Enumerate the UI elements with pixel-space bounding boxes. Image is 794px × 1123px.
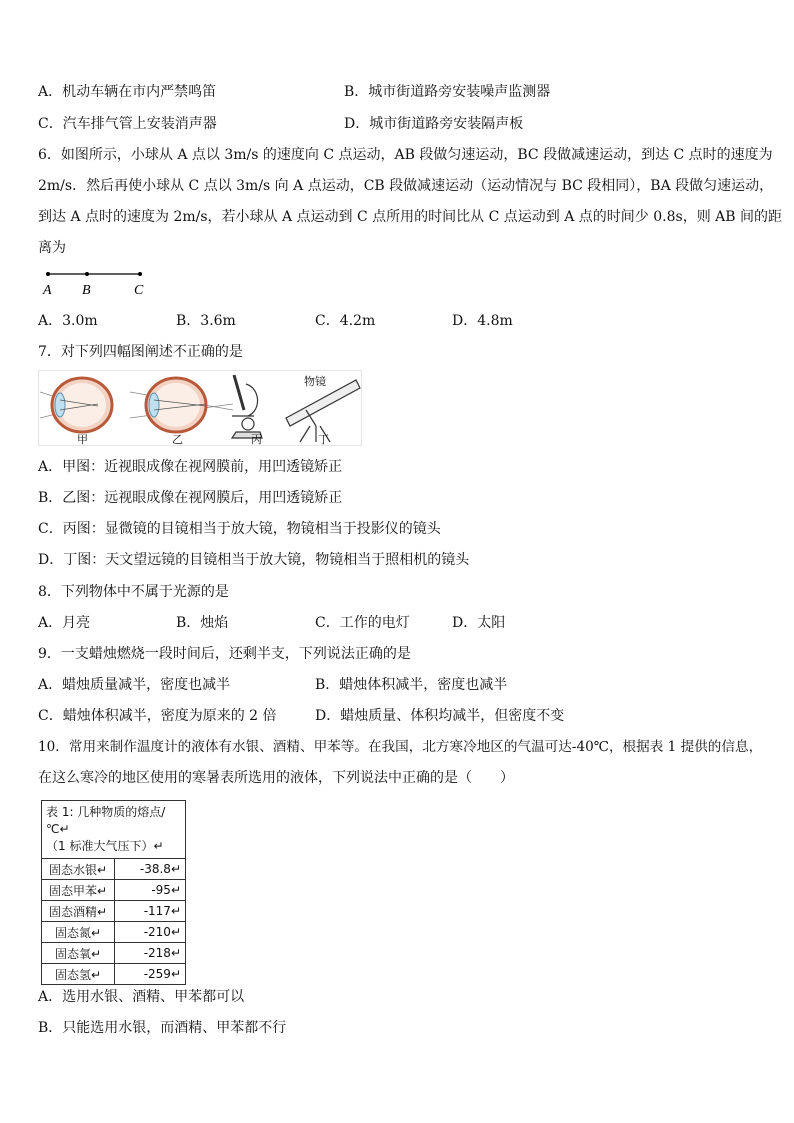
- q5-option-b: B．城市街道路旁安装噪声监测器: [344, 84, 551, 100]
- label-c: C: [134, 283, 144, 298]
- table-row: [42, 859, 186, 880]
- eye-nearsighted-icon: [40, 378, 112, 432]
- q7-option-d: D．丁图：天文望远镜的目镜相当于放大镜，物镜相当于照相机的镜头: [38, 552, 470, 568]
- q10-option-a: A．选用水银、酒精、甲苯都可以: [38, 989, 245, 1005]
- table-row: [42, 901, 186, 922]
- q8-option-b: B．烛焰: [176, 615, 229, 631]
- melting-point-value: -259↵: [115, 964, 186, 985]
- table-caption-line1: 表 1: 几种物质的熔点/℃↵: [46, 805, 166, 836]
- q9-option-c: C．蜡烛体积减半，密度为原来的 2 倍: [38, 708, 277, 724]
- melting-point-value: -38.8↵: [115, 859, 186, 880]
- q10-stem-line1: 10．常用来制作温度计的液体有水银、酒精、甲苯等。在我国，北方寒冷地区的气温可达-40℃，根据表 1 提供的信息，: [38, 739, 763, 755]
- table-row: [42, 964, 186, 985]
- q8-stem: 8．下列物体中不属于光源的是: [38, 584, 229, 600]
- q10-option-b: B．只能选用水银，而酒精、甲苯都不行: [38, 1020, 287, 1036]
- melting-point-value: -95↵: [115, 880, 186, 901]
- q7-option-a: A．甲图：近视眼成像在视网膜前，用凹透镜矫正: [38, 459, 343, 475]
- table-caption-line2: （1 标准大气压下）↵: [46, 839, 164, 853]
- q5-option-a: A．机动车辆在市内严禁鸣笛: [38, 84, 217, 100]
- label-b: B: [82, 283, 91, 298]
- q6-stem-line4: 离为: [38, 240, 66, 256]
- substance-name: 固态水银↵: [42, 859, 115, 880]
- label-yi: 乙: [172, 433, 183, 446]
- label-bing: 丙: [251, 433, 262, 446]
- point-a-dot: [46, 272, 50, 276]
- label-ding: 丁: [318, 433, 329, 446]
- q6-option-b: B．3.6m: [176, 313, 236, 329]
- table-row: [42, 922, 186, 943]
- q5-option-c: C．汽车排气管上安装消声器: [38, 116, 217, 132]
- q6-abc-line-figure: [40, 266, 160, 302]
- substance-name: 固态酒精↵: [42, 901, 115, 922]
- q6-option-d: D．4.8m: [452, 313, 513, 329]
- q7-option-b: B．乙图：远视眼成像在视网膜后，用凹透镜矫正: [38, 490, 343, 506]
- q6-stem-line1: 6．如图所示，小球从 A 点以 3m/s 的速度向 C 点运动，AB 段做匀速运动，BC 段做减速运动，到达 C 点时的速度为: [38, 147, 773, 163]
- table-caption: [42, 801, 186, 859]
- melting-point-value: -210↵: [115, 922, 186, 943]
- melting-point-value: -218↵: [115, 943, 186, 964]
- q10-stem-line2: 在这么寒冷的地区使用的寒暑表所选用的液体，下列说法中正确的是（ ）: [38, 770, 514, 786]
- q7-four-figures: [38, 370, 362, 446]
- q9-option-a: A．蜡烛质量减半，密度也减半: [38, 677, 231, 693]
- substance-name: 固态甲苯↵: [42, 880, 115, 901]
- point-c-dot: [138, 272, 142, 276]
- q9-option-d: D．蜡烛质量、体积均减半，但密度不变: [315, 708, 565, 724]
- label-objective: 物镜: [304, 375, 326, 388]
- q6-stem-line3: 到达 A 点时的速度为 2m/s，若小球从 A 点运动到 C 点所用的时间比从 C 点运动到 A 点的时间少 0.8s，则 AB 间的距: [38, 209, 782, 225]
- microscope-icon: [232, 375, 262, 438]
- substance-name: 固态氮↵: [42, 922, 115, 943]
- label-a: A: [43, 283, 52, 298]
- q7-stem: 7．对下列四幅图阐述不正确的是: [38, 344, 243, 360]
- q5-option-d: D．城市街道路旁安装隔声板: [344, 116, 524, 132]
- eye-farsighted-icon: [130, 378, 233, 432]
- q6-stem-line2: 2m/s．然后再使小球从 C 点以 3m/s 向 A 点运动，CB 段做减速运动（运动情况与 BC 段相同），BA 段做匀速运动，: [38, 178, 774, 194]
- point-b-dot: [85, 272, 89, 276]
- q8-option-a: A．月亮: [38, 615, 91, 631]
- q8-option-c: C．工作的电灯: [315, 615, 410, 631]
- table-row: [42, 880, 186, 901]
- melting-point-table: [41, 800, 186, 985]
- q6-option-a: A．3.0m: [38, 313, 98, 329]
- q7-option-c: C．丙图：显微镜的目镜相当于放大镜，物镜相当于投影仪的镜头: [38, 521, 441, 537]
- label-jia: 甲: [77, 433, 88, 446]
- q6-option-c: C．4.2m: [315, 313, 376, 329]
- melting-point-value: -117↵: [115, 901, 186, 922]
- substance-name: 固态氧↵: [42, 943, 115, 964]
- substance-name: 固态氢↵: [42, 964, 115, 985]
- q9-stem: 9．一支蜡烛燃烧一段时间后，还剩半支，下列说法正确的是: [38, 646, 411, 662]
- q9-option-b: B．蜡烛体积减半，密度也减半: [315, 677, 508, 693]
- table-row: [42, 943, 186, 964]
- q8-option-d: D．太阳: [452, 615, 506, 631]
